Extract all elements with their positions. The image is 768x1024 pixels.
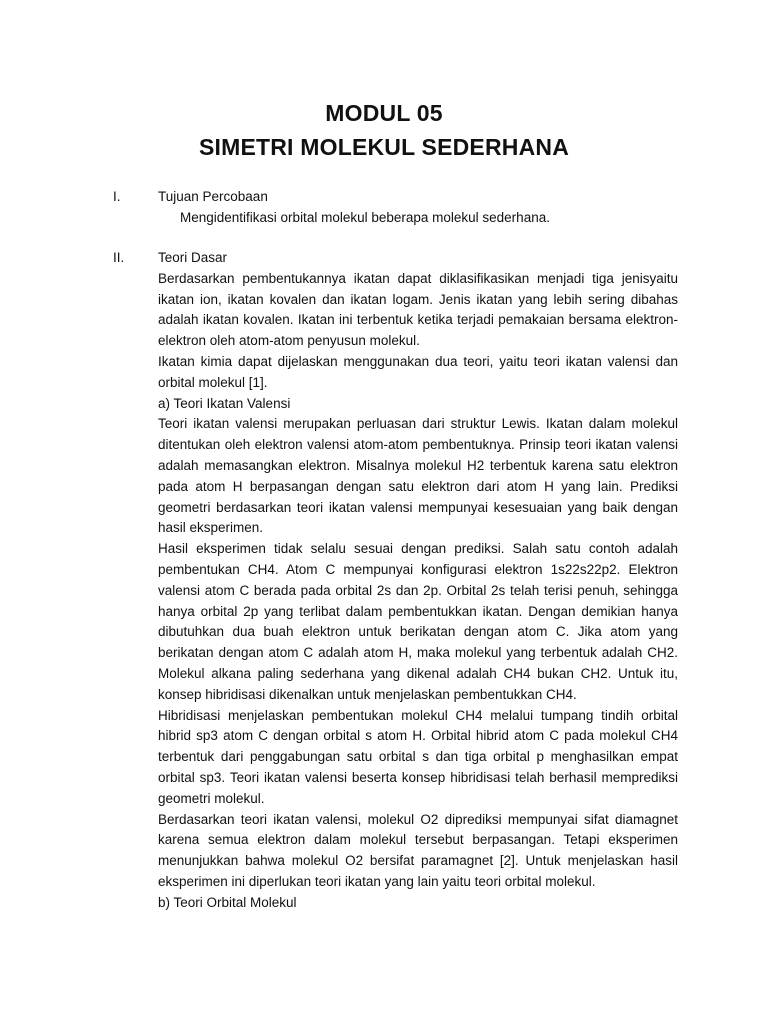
objective-text: Mengidentifikasi orbital molekul beberapa molekul sederhana. xyxy=(180,209,550,225)
section-heading: Tujuan Percobaan xyxy=(158,189,268,204)
section-body xyxy=(158,248,678,914)
section-heading: Teori Dasar xyxy=(158,250,228,265)
paragraph: Hibridisasi menjelaskan pembentukan molekul CH4 melalui tumpang tindih orbital hibrid sp3 atom C dengan orbital s atom H. Orbital hibrid atom C pada molekul CH4 terbentuk dari penggabungan satu orbital s dan tiga orbital p menghasilkan empat orbital sp3. Teori ikatan valensi beserta konsep hibridisasi telah berhasil memprediksi geometri molekul. xyxy=(158,707,678,806)
paragraph: Teori ikatan valensi merupakan perluasan dari struktur Lewis. Ikatan dalam molekul ditentukan oleh elektron valensi atom-atom pembentuknya. Prinsip teori ikatan valensi adalah memasangkan elektron. Misalnya molekul H2 terbentuk karena satu elektron pada atom H berpasangan dengan satu elektron dari atom H yang lain. Prediksi geometri berdasarkan teori ikatan valensi mempunyai kesesuaian yang baik dengan hasil eksperimen. xyxy=(158,416,678,536)
title-module-name: SIMETRI MOLEKUL SEDERHANA xyxy=(198,134,570,160)
section-numeral: II. xyxy=(113,250,125,265)
paragraph: Hasil eksperimen tidak selalu sesuai dengan prediksi. Salah satu contoh adalah pembentukan CH4. Atom C mempunyai konfigurasi elektron 1s22s22p2. Elektron valensi atom C berada pada orbital 2s dan 2p. Orbital 2s telah terisi penuh, sehingga hanya orbital 2p yang terlibat dalam pembentukkan ikatan. Dengan demikian hanya dibutuhkan dua buah elektron untuk berikatan dengan atom C. Jika atom yang berikatan dengan atom C adalah atom H, maka molekul yang terbentuk adalah CH2. Molekul alkana paling sederhana yang dikenal adalah CH4 bukan CH2. Untuk itu, konsep hibridisasi dikenalkan untuk menjelaskan pembentukkan CH4. xyxy=(158,541,678,702)
subsection-heading: b) Teori Orbital Molekul xyxy=(158,894,297,910)
section-numeral: I. xyxy=(113,189,121,204)
title-module-number: MODUL 05 xyxy=(325,100,443,126)
paragraph: Ikatan kimia dapat dijelaskan menggunakan dua teori, yaitu teori ikatan valensi dan orbital molekul [1]. xyxy=(158,353,678,390)
section-body xyxy=(158,187,678,229)
paragraph: Berdasarkan pembentukannya ikatan dapat diklasifikasikan menjadi tiga jenisyaitu ikatan ion, ikatan kovalen dan ikatan logam. Jenis ikatan yang lebih sering dibahas adalah ikatan kovalen. Ikatan ini terbentuk ketika terjadi pemakaian bersama elektron-elektron oleh atom-atom penyusun molekul. xyxy=(158,270,678,349)
document-title xyxy=(0,96,768,164)
subsection-heading: a) Teori Ikatan Valensi xyxy=(158,395,291,411)
paragraph: Berdasarkan teori ikatan valensi, molekul O2 diprediksi mempunyai sifat diamagnet karena semua elektron dalam molekul tersebut berpasangan. Tetapi eksperimen menunjukkan bahwa molekul O2 bersifat paramagnet [2]. Untuk menjelaskan hasil eksperimen ini diperlukan teori ikatan yang lain yaitu teori orbital molekul. xyxy=(158,811,678,889)
